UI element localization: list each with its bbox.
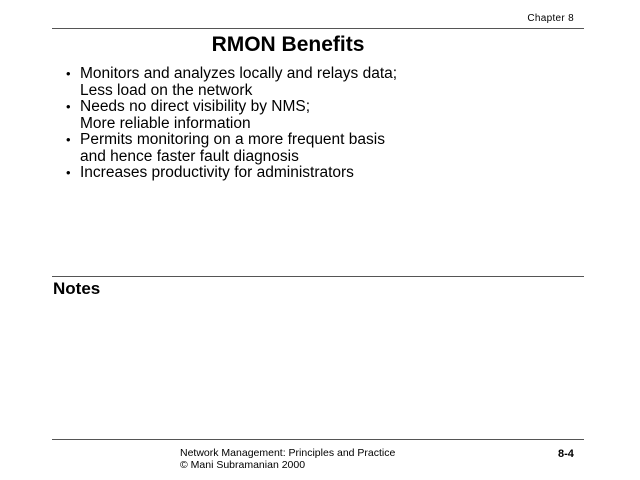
footer-copyright: © Mani Subramanian 2000 <box>180 459 306 471</box>
bullet-icon: • <box>66 165 71 180</box>
chapter-label: Chapter 8 <box>527 13 574 24</box>
bullet-line: Less load on the network <box>80 81 253 99</box>
bullet-item <box>66 132 586 165</box>
bullet-item <box>66 165 586 182</box>
bullet-icon: • <box>66 99 71 114</box>
bullet-line: Increases productivity for administrators <box>80 164 354 181</box>
slide-title: RMON Benefits <box>211 33 365 56</box>
header-divider <box>52 28 584 29</box>
footer-book-title: Network Management: Principles and Practice <box>180 447 396 459</box>
bullet-line: Monitors and analyzes locally and relays data; <box>80 65 398 82</box>
bullet-line: Needs no direct visibility by NMS; <box>80 98 310 115</box>
bullet-icon: • <box>66 66 71 81</box>
bullet-line: More reliable information <box>80 114 251 132</box>
notes-heading: Notes <box>53 279 101 298</box>
bullet-icon: • <box>66 132 71 147</box>
bullet-line: Permits monitoring on a more frequent basis <box>80 131 385 148</box>
notes-divider <box>52 276 584 277</box>
footer-divider <box>52 439 584 440</box>
bullet-item <box>66 99 586 132</box>
bullet-item <box>66 66 586 99</box>
footer-credits <box>180 447 395 471</box>
bullet-line: and hence faster fault diagnosis <box>80 147 299 165</box>
bullet-list <box>66 66 586 182</box>
page-number: 8-4 <box>558 448 574 460</box>
